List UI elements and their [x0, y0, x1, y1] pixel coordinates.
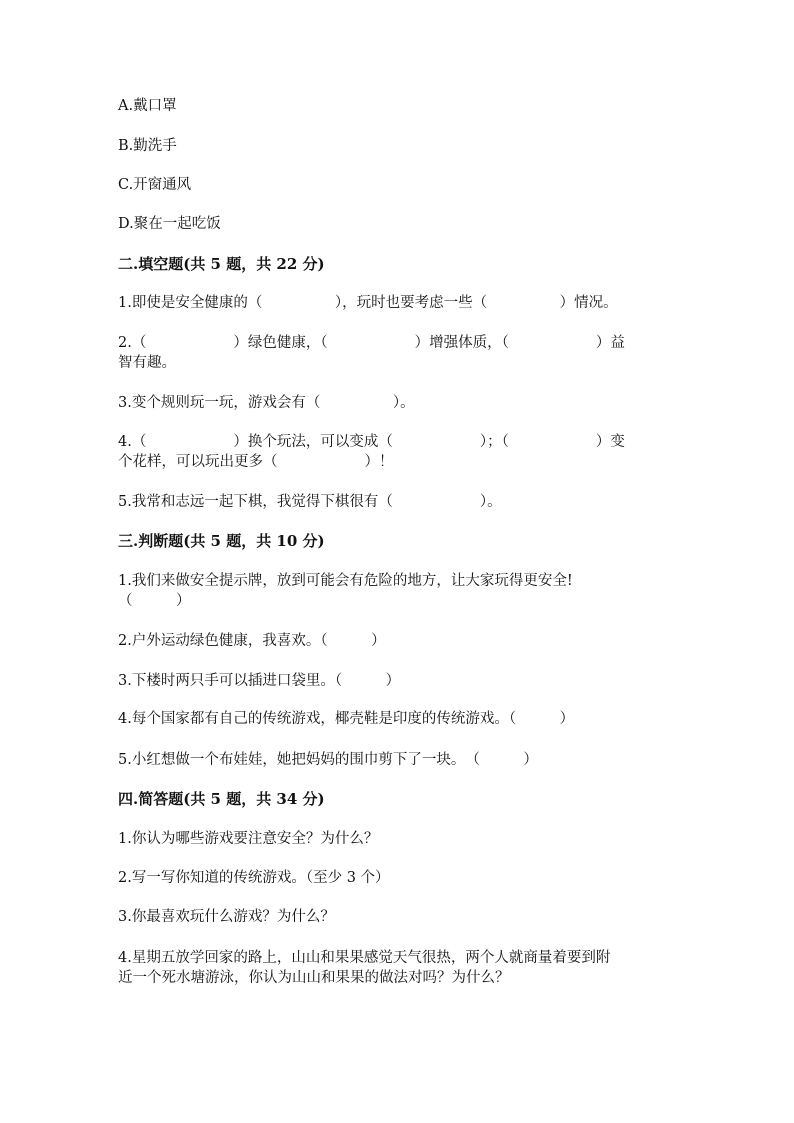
tf-question-5: 5.小红想做一个布娃娃，她把妈妈的围巾剪下了一块。 （ ）	[118, 752, 538, 768]
fill-question-2: 2.（ ）绿色健康，（ ）增强体质，（ ）益	[118, 335, 625, 351]
tf-question-1: 1.我们来做安全提示牌，放到可能会有危险的地方，让大家玩得更安全!	[118, 573, 573, 589]
fill-question-5: 5.我常和志远一起下棋，我觉得下棋很有（ ）。	[118, 494, 502, 510]
fill-question-2-cont: 智有趣。	[118, 355, 176, 371]
option-d: D.聚在一起吃饭	[118, 216, 221, 232]
section-heading-true-false: 三.判断题(共 5 题，共 10 分)	[118, 532, 325, 550]
option-b: B.勤洗手	[118, 138, 177, 154]
option-c: C.开窗通风	[118, 177, 192, 193]
tf-question-4: 4.每个国家都有自己的传统游戏，椰壳鞋是印度的传统游戏。（ ）	[118, 711, 575, 727]
fill-question-3: 3.变个规则玩一玩，游戏会有（ ）。	[118, 395, 415, 411]
short-question-4-cont: 近一个死水塘游泳，你认为山山和果果的做法对吗？为什么？	[118, 970, 510, 986]
section-heading-short-answer: 四.简答题(共 5 题，共 34 分)	[118, 790, 325, 808]
fill-question-4-cont: 个花样，可以玩出更多（ ）！	[118, 454, 394, 470]
tf-question-3: 3.下楼时两只手可以插进口袋里。（ ）	[118, 673, 401, 689]
short-question-1: 1.你认为哪些游戏要注意安全？为什么？	[118, 831, 379, 847]
short-question-4: 4.星期五放学回家的路上，山山和果果感觉天气很热，两个人就商量着要到附	[118, 950, 611, 966]
short-question-3: 3.你最喜欢玩什么游戏？为什么？	[118, 909, 335, 925]
fill-question-1: 1.即使是安全健康的（ ），玩时也要考虑一些（ ）情况。	[118, 295, 618, 311]
tf-question-2: 2.户外运动绿色健康，我喜欢。（ ）	[118, 633, 386, 649]
section-heading-fill-in: 二.填空题(共 5 题，共 22 分)	[118, 255, 325, 273]
short-question-2: 2.写一写你知道的传统游戏。（至少 3 个）	[118, 870, 390, 886]
option-a: A.戴口罩	[118, 98, 177, 114]
tf-question-1-blank: （ ）	[118, 593, 191, 609]
fill-question-4: 4.（ ）换个玩法，可以变成（ ）；（ ）变	[118, 434, 625, 450]
